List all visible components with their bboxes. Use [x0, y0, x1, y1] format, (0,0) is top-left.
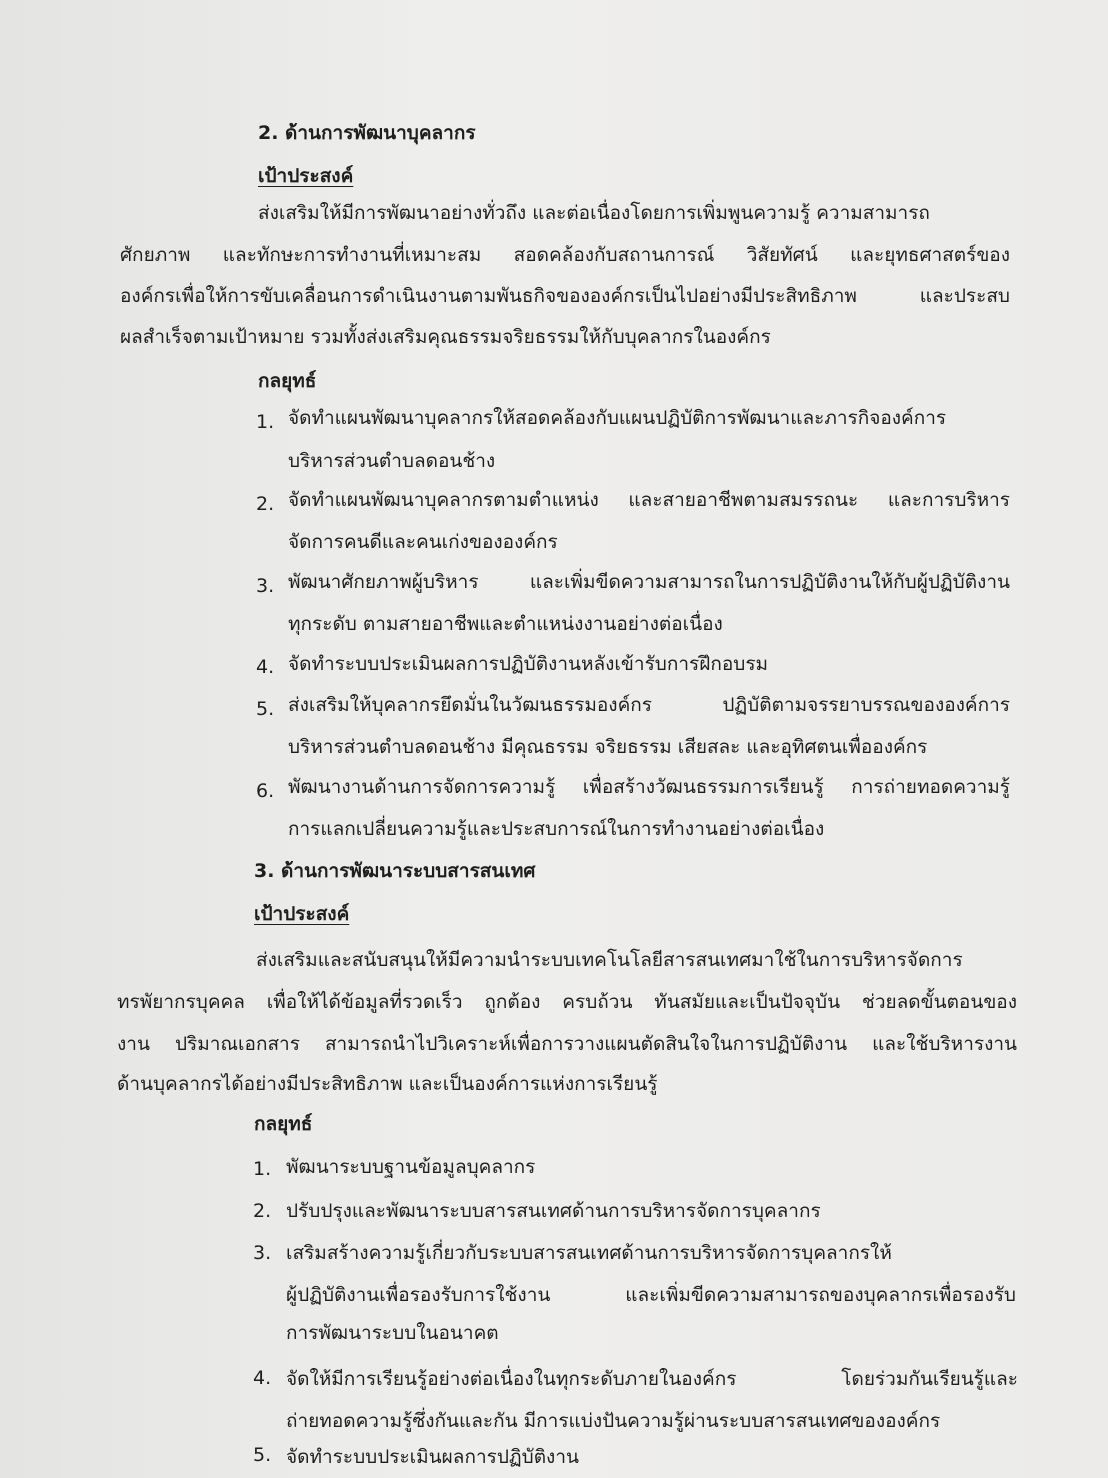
list-number: 5.	[256, 698, 275, 720]
list-item-line: การพัฒนาระบบในอนาคต	[286, 1322, 499, 1344]
section-heading: 2. ด้านการพัฒนาบุคลากร	[258, 122, 476, 144]
list-number: 5.	[253, 1444, 272, 1466]
list-item-line: จัดทำแผนพัฒนาบุคลากรให้สอดคล้องกับแผนปฏิบัติการพัฒนาและภารกิจองค์การ	[288, 407, 947, 429]
strategy-label: กลยุทธ์	[258, 370, 317, 392]
list-item-line: พัฒนาศักยภาพผู้บริหาร และเพิ่มขีดความสามารถในการปฏิบัติงานให้กับผู้ปฏิบัติงาน	[288, 571, 1010, 593]
paragraph-line: ส่งเสริมให้มีการพัฒนาอย่างทั่วถึง และต่อเนื่องโดยการเพิ่มพูนความรู้ ความสามารถ	[258, 202, 930, 224]
list-item-line: บริหารส่วนตำบลดอนช้าง มีคุณธรรม จริยธรรม เสียสละ และอุทิศตนเพื่อองค์กร	[288, 736, 928, 758]
list-item-line: จัดการคนดีและคนเก่งขององค์กร	[288, 531, 558, 553]
strategy-label: กลยุทธ์	[254, 1113, 313, 1135]
list-item-line: ส่งเสริมให้บุคลากรยึดมั่นในวัฒนธรรมองค์กร ปฏิบัติตามจรรยาบรรณขององค์การ	[288, 694, 1010, 716]
list-item-line: จัดให้มีการเรียนรู้อย่างต่อเนื่องในทุกระดับภายในองค์กร โดยร่วมกันเรียนรู้และ	[286, 1368, 1018, 1390]
list-number: 2.	[256, 493, 275, 515]
list-item-line: พัฒนาระบบฐานข้อมูลบุคลากร	[286, 1156, 536, 1178]
list-number: 1.	[253, 1158, 272, 1180]
paragraph-line: งาน ปริมาณเอกสาร สามารถนำไปวิเคราะห์เพื่อการวางแผนตัดสินใจในการปฏิบัติงาน และใช้บริหารงาน	[117, 1033, 1017, 1055]
paragraph-line: องค์กรเพื่อให้การขับเคลื่อนการดำเนินงานตามพันธกิจขององค์กรเป็นไปอย่างมีประสิทธิภาพ และประสบ	[120, 285, 1010, 307]
objective-label: เป้าประสงค์	[254, 903, 350, 925]
paragraph-line: ด้านบุคลากรได้อย่างมีประสิทธิภาพ และเป็นองค์การแห่งการเรียนรู้	[117, 1073, 658, 1095]
list-item-line: เสริมสร้างความรู้เกี่ยวกับระบบสารสนเทศด้านการบริหารจัดการบุคลากรให้	[286, 1242, 892, 1264]
list-number: 2.	[253, 1200, 272, 1222]
paragraph-line: ส่งเสริมและสนับสนุนให้มีความนำระบบเทคโนโลยีสารสนเทศมาใช้ในการบริหารจัดการ	[256, 949, 963, 971]
list-item-line: บริหารส่วนตำบลดอนช้าง	[288, 450, 496, 472]
paragraph-line: ทรพัยากรบุคคล เพื่อให้ได้ข้อมูลที่รวดเร็ว ถูกต้อง ครบถ้วน ทันสมัยและเป็นปัจจุบัน ช่วยลดขั้นตอนของ	[117, 991, 1017, 1013]
objective-label: เป้าประสงค์	[258, 165, 354, 187]
list-item-line: ปรับปรุงและพัฒนาระบบสารสนเทศด้านการบริหารจัดการบุคลากร	[286, 1200, 821, 1222]
list-item-line: ถ่ายทอดความรู้ซึ่งกันและกัน มีการแบ่งปันความรู้ผ่านระบบสารสนเทศขององค์กร	[286, 1410, 941, 1432]
paragraph-line: ศักยภาพ และทักษะการทำงานที่เหมาะสม สอดคล้องกับสถานการณ์ วิสัยทัศน์ และยุทธศาสตร์ของ	[120, 244, 1010, 266]
list-number: 6.	[256, 780, 275, 802]
section-heading: 3. ด้านการพัฒนาระบบสารสนเทศ	[254, 860, 536, 882]
list-number: 3.	[253, 1242, 272, 1264]
list-number: 1.	[256, 411, 275, 433]
list-number: 4.	[256, 656, 275, 678]
paragraph-line: ผลสำเร็จตามเป้าหมาย รวมทั้งส่งเสริมคุณธรรมจริยธรรมให้กับบุคลากรในองค์กร	[120, 326, 771, 348]
list-item-line: พัฒนางานด้านการจัดการความรู้ เพื่อสร้างวัฒนธรรมการเรียนรู้ การถ่ายทอดความรู้	[288, 776, 1010, 798]
list-number: 4.	[253, 1367, 272, 1389]
list-item-line: จัดทำระบบประเมินผลการปฏิบัติงาน	[286, 1446, 579, 1468]
list-item-line: จัดทำแผนพัฒนาบุคลากรตามตำแหน่ง และสายอาชีพตามสมรรถนะ และการบริหาร	[288, 489, 1010, 511]
list-item-line: ผู้ปฏิบัติงานเพื่อรองรับการใช้งาน และเพิ่มขีดความสามารถของบุคลากรเพื่อรองรับ	[286, 1284, 1016, 1306]
list-item-line: ทุกระดับ ตามสายอาชีพและตำแหน่งงานอย่างต่อเนื่อง	[288, 613, 723, 635]
list-number: 3.	[256, 575, 275, 597]
list-item-line: จัดทำระบบประเมินผลการปฏิบัติงานหลังเข้ารับการฝึกอบรม	[288, 653, 769, 675]
list-item-line: การแลกเปลี่ยนความรู้และประสบการณ์ในการทำงานอย่างต่อเนื่อง	[288, 818, 825, 840]
